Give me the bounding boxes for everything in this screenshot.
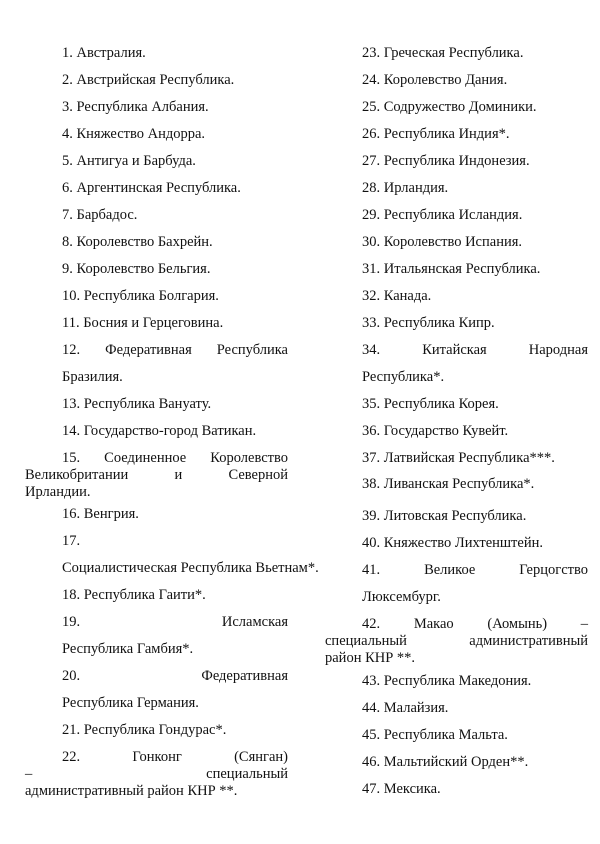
word: – [580,616,588,632]
list-item-line: 31. Итальянская Республика. [362,261,541,277]
list-item-line: Республика Гамбия*. [62,641,194,657]
list-item-line: 39. Литовская Республика. [362,508,527,524]
list-item-line: Республика Германия. [62,695,199,711]
word: и [174,467,183,483]
list-item-line: 2. Австрийская Республика. [62,72,235,88]
word: (Сянган) [234,749,288,765]
list-item-line: 26. Республика Индия*. [362,126,510,142]
word: Федеративная [201,668,288,684]
list-item-line: Социалистическая Республика Вьетнам*. [62,560,319,576]
word: Федеративная [105,342,192,358]
list-item-line [25,467,288,484]
word: (Аомынь) [487,616,548,632]
word: Северной [228,467,288,483]
list-item-line: 16. Венгрия. [62,506,139,522]
word: Соединенное [104,450,187,466]
list-item-line: 6. Аргентинская Республика. [62,180,241,196]
list-item-line: 13. Республика Вануату. [62,396,212,412]
list-item-line: 18. Республика Гаити*. [62,587,206,603]
word: 22. [62,749,81,765]
list-item-line: 5. Антигуа и Барбуда. [62,153,196,169]
list-item-line: Ирландии. [25,484,91,500]
list-item-line: 38. Ливанская Республика*. [362,476,535,492]
list-item-line [62,450,288,467]
list-item-line: 9. Королевство Бельгия. [62,261,211,277]
list-item-line: 36. Государство Кувейт. [362,423,509,439]
list-item-line [62,342,288,359]
list-item-line: административный район КНР **. [25,783,238,799]
word: административный [469,633,588,649]
word: 34. [362,342,381,358]
list-item-line [62,749,288,766]
word: специальный [325,633,407,649]
word: Королевство [210,450,288,466]
list-item-line: 23. Греческая Республика. [362,45,524,61]
word: 12. [62,342,81,358]
list-item-line: Республика*. [362,369,445,385]
word: – [25,766,33,782]
word: Исламская [221,614,288,630]
list-item-line: 8. Королевство Бахрейн. [62,234,213,250]
list-item-line: Бразилия. [62,369,123,385]
list-item-line [362,616,588,633]
list-item-line: 17. [62,533,81,549]
list-item-line: 37. Латвийская Республика***. [362,450,555,466]
word: Великобритании [25,467,129,483]
list-item-line: 11. Босния и Герцеговина. [62,315,224,331]
list-item-line: 7. Барбадос. [62,207,138,223]
list-item-line: 27. Республика Индонезия. [362,153,530,169]
list-item-line: 32. Канада. [362,288,432,304]
list-item-line: 35. Республика Корея. [362,396,499,412]
list-item-line: 44. Малайзия. [362,700,449,716]
word: специальный [206,766,288,782]
list-item-line [362,562,588,579]
list-item-line: 24. Королевство Дания. [362,72,508,88]
list-item-line: 28. Ирландия. [362,180,449,196]
list-item-line: 21. Республика Гондурас*. [62,722,227,738]
list-item-line: 46. Мальтийский Орден**. [362,754,529,770]
list-item-line [362,342,588,359]
word: 20. [62,668,81,684]
list-item-line [325,633,588,650]
list-item-line: 40. Княжество Лихтенштейн. [362,535,543,551]
word: Республика [216,342,288,358]
word: Макао [413,616,454,632]
word: Гонконг [132,749,182,765]
list-item-line: 47. Мексика. [362,781,441,797]
list-item-line: 10. Республика Болгария. [62,288,219,304]
word: Китайская [422,342,487,358]
word: 19. [62,614,81,630]
word: Народная [528,342,588,358]
list-item-line: 4. Княжество Андорра. [62,126,206,142]
list-item-line: 45. Республика Мальта. [362,727,508,743]
list-item-line: 25. Содружество Доминики. [362,99,537,115]
list-item-line: 1. Австралия. [62,45,146,61]
list-item-line: 43. Республика Македония. [362,673,532,689]
word: Великое [424,562,476,578]
list-item-line: 29. Республика Исландия. [362,207,523,223]
word: 15. [62,450,81,466]
word: Герцогство [519,562,588,578]
list-item-line [62,668,288,685]
list-item-line: Люксембург. [362,589,441,605]
list-item-line: 14. Государство-город Ватикан. [62,423,257,439]
word: 42. [362,616,381,632]
list-item-line: 3. Республика Албания. [62,99,209,115]
list-item-line: 33. Республика Кипр. [362,315,495,331]
list-item-line [62,614,288,631]
word: 41. [362,562,381,578]
list-item-line: район КНР **. [325,650,416,666]
list-item-line [25,766,288,783]
list-item-line: 30. Королевство Испания. [362,234,523,250]
